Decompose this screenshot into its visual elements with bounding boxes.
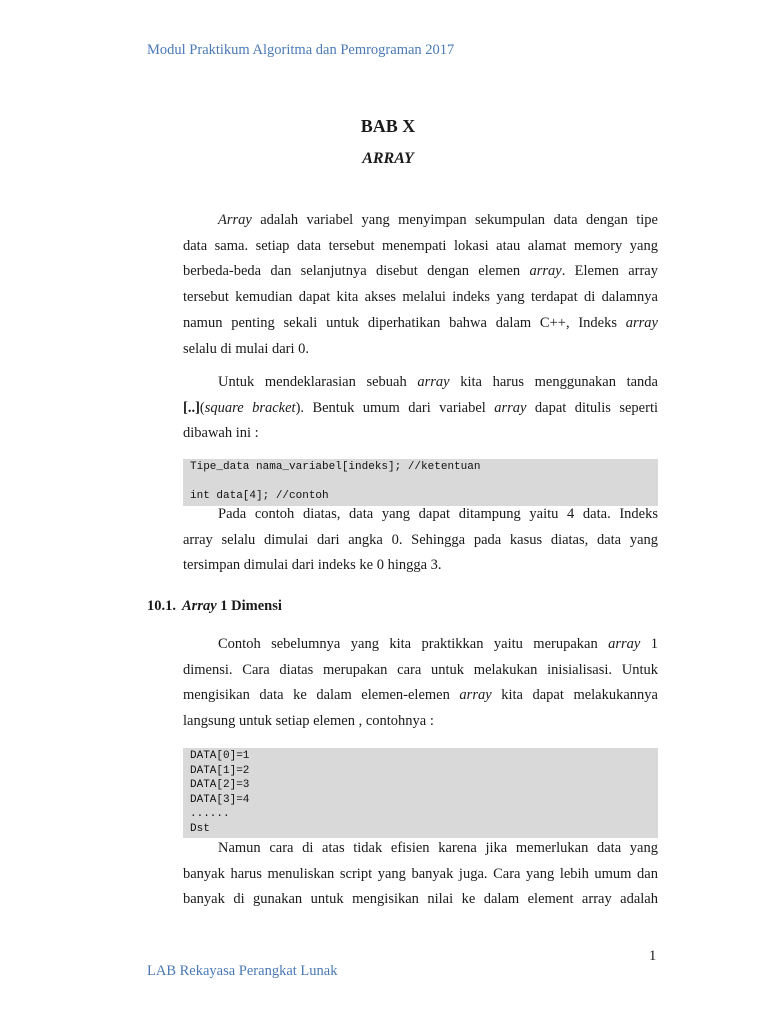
code-line: ...... — [190, 808, 230, 820]
code-line: int data[4]; //contoh — [190, 490, 329, 502]
running-footer: LAB Rekayasa Perangkat Lunak — [147, 963, 338, 979]
code-line: Dst — [190, 822, 210, 835]
paragraph-array-definition: Array adalah variabel yang menyimpan sekumpulan data dengan tipe data sama. setiap data tersebut menempati lokasi atau alamat memory yang berbeda-beda dan selanjutnya disebut dengan elemen array. Elemen array tersebut kemudian dapat kita akses melalui indeks yang terdapat di dalamnya namun penting sekali untuk diperhatikan bahwa dalam C++, Indeks array selalu di mulai dari 0. — [183, 212, 658, 357]
code-line: Tipe_data nama_variabel[indeks]; //ketentuan — [190, 461, 481, 473]
chapter-title: BAB X — [360, 116, 416, 136]
code-line: DATA[1]=2 — [190, 764, 250, 777]
running-header: Modul Praktikum Algoritma dan Pemrograman 2017 — [147, 42, 455, 58]
code-block-declaration — [183, 459, 658, 506]
chapter-subtitle: ARRAY — [362, 150, 414, 167]
code-line: DATA[0]=1 — [190, 750, 250, 762]
paragraph-example-explanation: Pada contoh diatas, data yang dapat ditampung yaitu 4 data. Indeks array selalu dimulai dari angka 0. Sehingga pada kasus diatas, data yang tersimpan dimulai dari indeks ke 0 hingga 3. — [183, 506, 658, 574]
code-line: DATA[3]=4 — [190, 793, 250, 806]
code-line: DATA[2]=3 — [190, 779, 250, 791]
page-number: 1 — [649, 948, 657, 964]
section-heading: 10.1. Array 1 Dimensi — [147, 598, 282, 614]
paragraph-inefficient-method: Namun cara di atas tidak efisien karena jika memerlukan data yang banyak harus menuliskan script yang banyak juga. Cara yang lebih umum dan banyak di gunakan untuk mengisikan nilai ke dalam element array adalah — [183, 840, 658, 908]
code-block-assignment — [183, 748, 658, 838]
paragraph-one-dimension: Contoh sebelumnya yang kita praktikkan yaitu merupakan array 1 dimensi. Cara diatas merupakan cara untuk melakukan inisialisasi. Untuk mengisikan data ke dalam elemen-elemen array kita dapat melakukannya langsung untuk setiap elemen , contohnya : — [183, 636, 658, 730]
paragraph-array-declaration: Untuk mendeklarasian sebuah array kita harus menggunakan tanda [..](square bracket). Bentuk umum dari variabel array dapat ditulis seperti dibawah ini : — [183, 374, 659, 442]
